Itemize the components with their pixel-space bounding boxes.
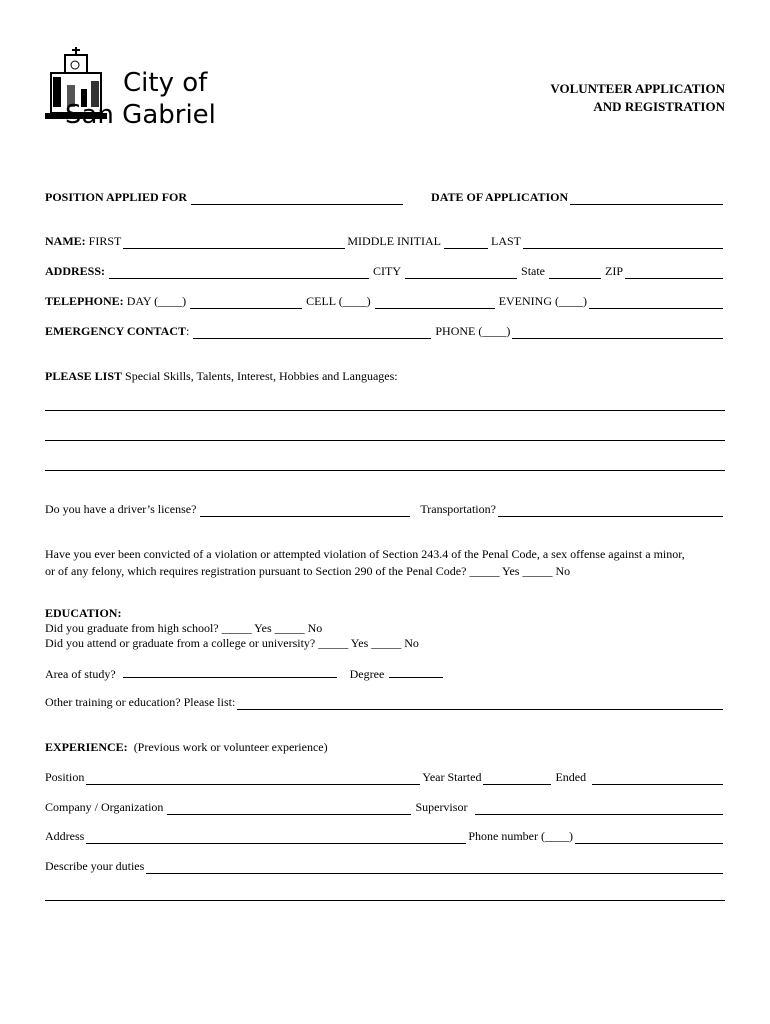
emergency-contact-field[interactable] [193,327,431,339]
telephone-row [45,294,725,309]
transport-label: Transportation? [420,502,496,516]
name-row [45,234,725,249]
last-label: LAST [491,234,521,248]
state-label: State [521,264,546,278]
area-of-study-row [45,666,445,682]
position-date-row [45,190,725,205]
skills-line-1[interactable] [45,410,725,411]
company-field[interactable] [167,803,411,815]
duties-row [45,859,725,874]
title-line1: VOLUNTEER APPLICATION [550,81,725,96]
please-list-text: Special Skills, Talents, Interest, Hobbies and Languages: [125,369,398,383]
area-label: Area of study? [45,667,116,681]
emergency-label: EMERGENCY CONTACT [45,324,187,338]
supervisor-label: Supervisor [415,800,468,814]
exp-position-row [45,770,725,785]
conviction-line1: Have you ever been convicted of a violation or attempted violation of Section 243.4 of the Penal Code, a sex offense against a minor, [45,547,685,561]
title-line2: AND REGISTRATION [593,99,725,114]
address-row [45,264,725,279]
experience-note: (Previous work or volunteer experience) [133,740,328,754]
license-row [45,502,725,517]
name-label: NAME: [45,234,86,248]
please-list-prompt [45,369,398,384]
skills-line-2[interactable] [45,440,725,441]
exp-phone-field[interactable] [575,832,723,844]
year-started-field[interactable] [483,773,551,785]
license-question: Do you have a driver’s license? [45,502,197,516]
middle-label: MIDDLE INITIAL [347,234,441,248]
last-name-field[interactable] [523,237,723,249]
emergency-colon: : [186,324,190,338]
degree-label: Degree [349,667,385,681]
evening-label: EVENING (____) [498,294,587,308]
experience-heading-row [45,740,328,755]
logo-line2: San Gabriel [65,100,216,130]
city-field[interactable] [405,267,517,279]
other-training-label: Other training or education? Please list: [45,695,236,709]
exp-address-row [45,829,725,844]
other-training-row [45,695,725,710]
experience-heading: EXPERIENCE: [45,740,128,754]
emergency-phone-label: PHONE (____) [435,324,511,338]
supervisor-field[interactable] [475,803,723,815]
cell-label: CELL (____) [306,294,371,308]
degree-field[interactable] [389,666,443,678]
emergency-row [45,324,725,339]
date-field[interactable] [570,193,723,205]
evening-phone-field[interactable] [589,297,723,309]
conviction-line2: or of any felony, which requires registration pursuant to Section 290 of the Penal Code? _____ Yes _____ No [45,564,571,578]
high-school-question: Did you graduate from high school? _____ Yes _____ No [45,621,323,635]
skills-line-3[interactable] [45,470,725,471]
area-field[interactable] [123,666,337,678]
cell-phone-field[interactable] [375,297,495,309]
first-label: FIRST [88,234,122,248]
city-logo [45,45,220,135]
license-field[interactable] [200,505,410,517]
duties-field[interactable] [146,862,723,874]
zip-label: ZIP [605,264,624,278]
please-list-bold: PLEASE LIST [45,369,123,383]
exp-position-field[interactable] [86,773,420,785]
education-heading: EDUCATION: [45,606,122,620]
day-label: DAY (____) [126,294,187,308]
zip-field[interactable] [625,267,723,279]
address-label: ADDRESS: [45,264,106,278]
city-label: CITY [373,264,402,278]
address-field[interactable] [109,267,369,279]
form-title [550,80,725,116]
day-phone-field[interactable] [190,297,302,309]
company-label: Company / Organization [45,800,164,814]
exp-position-label: Position [45,770,85,784]
ended-field[interactable] [592,773,723,785]
emergency-phone-field[interactable] [512,327,723,339]
position-label: POSITION APPLIED FOR [45,190,188,204]
middle-initial-field[interactable] [444,237,488,249]
position-field[interactable] [191,193,403,205]
logo-line1: City of [123,68,208,98]
first-name-field[interactable] [123,237,345,249]
exp-phone-label: Phone number (____) [468,829,573,843]
duties-line-2[interactable] [45,900,725,901]
state-field[interactable] [549,267,601,279]
telephone-label: TELEPHONE: [45,294,124,308]
exp-address-label: Address [45,829,85,843]
duties-label: Describe your duties [45,859,145,873]
exp-address-field[interactable] [86,832,466,844]
conviction-question [45,546,685,580]
ended-label: Ended [555,770,587,784]
education-section [45,606,419,651]
other-training-field[interactable] [237,698,723,710]
year-started-label: Year Started [422,770,482,784]
transport-field[interactable] [498,505,723,517]
date-label: DATE OF APPLICATION [431,190,569,204]
company-row [45,800,725,815]
college-question: Did you attend or graduate from a college or university? _____ Yes _____ No [45,636,419,650]
